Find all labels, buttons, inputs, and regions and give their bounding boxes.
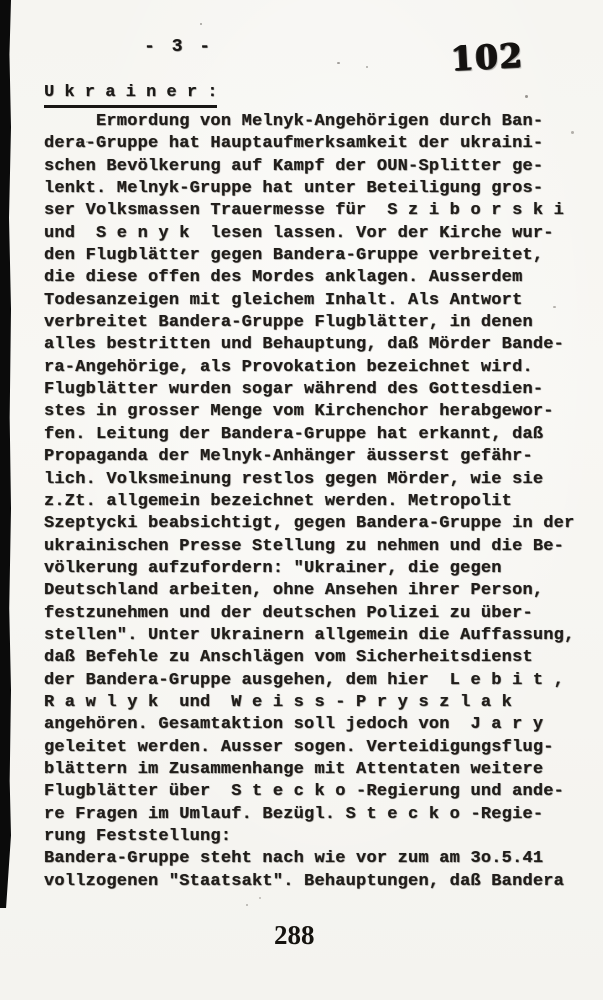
page-number-bottom: 288 (274, 920, 315, 950)
text-line: angehören. Gesamtaktion soll jedoch von J a r y (44, 715, 544, 735)
text-line: ser Volksmassen Trauermesse für S z i b o r s k i (44, 201, 565, 221)
text-line: die diese offen des Mordes anklagen. Ausserdem (44, 268, 523, 288)
text-line: Todesanzeigen mit gleichem Inhalt. Als Antwort (44, 290, 523, 310)
text-line: Propaganda der Melnyk-Anhänger äusserst gefähr- (44, 447, 533, 467)
text-line: R a w l y k und W e i s s - P r y s z l a k (44, 692, 513, 712)
text-line: Deutschland arbeiten, ohne Ansehen ihrer Person, (44, 581, 544, 601)
scan-edge-artifact (0, 0, 11, 908)
text-line: Flugblätter wurden sogar während des Gottesdien- (44, 380, 544, 400)
archive-stamp: 102 (450, 35, 525, 79)
text-line: z.Zt. allgemein bezeichnet werden. Metropolit (44, 491, 513, 511)
text-line: lenkt. Melnyk-Gruppe hat unter Beteiligung gros- (44, 179, 544, 199)
text-line: der Bandera-Gruppe ausgehen, dem hier L e b i t , (44, 670, 565, 690)
text-line: re Fragen im Umlauf. Bezügl. S t e c k o -Regie- (44, 804, 544, 824)
body-text (44, 111, 589, 893)
text-line: alles bestritten und Behauptung, daß Mörder Bande- (44, 335, 565, 355)
text-line: lich. Volksmeinung restlos gegen Mörder, wie sie (44, 469, 544, 489)
text-line: ukrainischen Presse Stellung zu nehmen und die Be- (44, 536, 565, 556)
text-line: den Flugblätter gegen Bandera-Gruppe verbreitet, (44, 246, 544, 266)
text-line: ra-Angehörige, als Provokation bezeichnet wird. (44, 357, 533, 377)
text-line: verbreitet Bandera-Gruppe Flugblätter, in denen (44, 313, 533, 333)
text-line: Ermordung von Melnyk-Angehörigen durch Ban- (44, 112, 544, 131)
text-line: festzunehmen und der deutschen Polizei zu über- (44, 603, 533, 623)
section-heading: U k r a i n e r : (44, 83, 217, 108)
text-line: Flugblätter über S t e c k o -Regierung und ande- (44, 782, 565, 802)
text-line: dera-Gruppe hat Hauptaufmerksamkeit der ukraini- (44, 134, 544, 154)
text-line: schen Bevölkerung auf Kampf der OUN-Splitter ge- (44, 156, 544, 176)
text-line: Szeptycki beabsichtigt, gegen Bandera-Gruppe in der (44, 514, 575, 534)
text-line: stellen". Unter Ukrainern allgemein die Auffassung, (44, 625, 575, 645)
page-number-top: - 3 - (144, 37, 214, 57)
text-line: geleitet werden. Ausser sogen. Verteidigungsflug- (44, 737, 554, 757)
text-line: und S e n y k lesen lassen. Vor der Kirche wur- (44, 223, 554, 243)
text-line: fen. Leitung der Bandera-Gruppe hat erkannt, daß (44, 424, 544, 444)
text-line: vollzogenen "Staatsakt". Behauptungen, daß Bandera (44, 871, 565, 891)
text-line: rung Feststellung: (44, 827, 232, 846)
text-line: völkerung aufzufordern: "Ukrainer, die gegen (44, 558, 502, 578)
text-line: Bandera-Gruppe steht nach wie vor zum am 3o.5.41 (44, 849, 544, 869)
text-line: daß Befehle zu Anschlägen vom Sicherheitsdienst (44, 648, 533, 668)
text-line: blättern im Zusammenhange mit Attentaten weitere (44, 759, 544, 779)
text-line: stes in grosser Menge vom Kirchenchor herabgewor- (44, 402, 554, 422)
